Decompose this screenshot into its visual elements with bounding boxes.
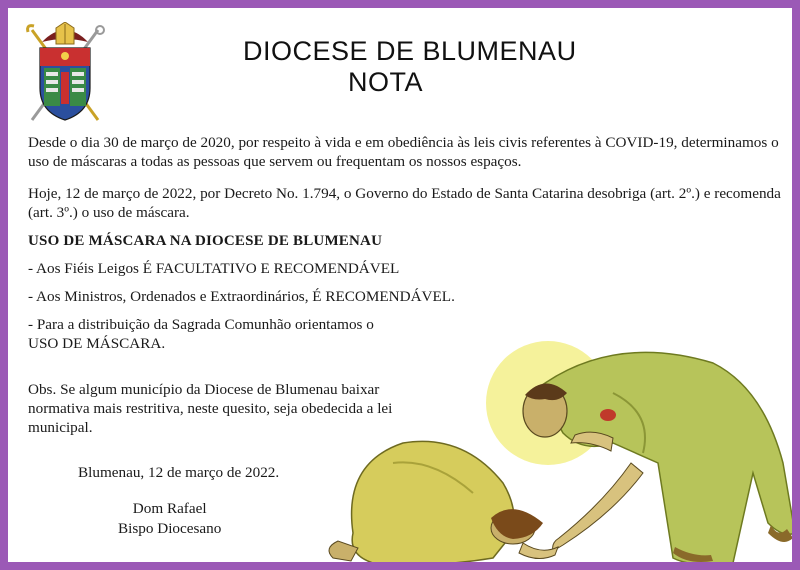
page-title (243, 36, 577, 98)
paragraph-mask-history: Desde o dia 30 de março de 2020, por respeito à vida e em obediência às leis civis referentes à COVID-19, determinamos o uso de máscaras a todas as pessoas que servem ou frequentam os nossos espaços. (28, 134, 779, 170)
paragraph-decree: Hoje, 12 de março de 2022, por Decreto No. 1.794, o Governo do Estado de Santa Catarina desobriga (art. 2º.) e recomenda (art. 3º.) o uso de máscara. (28, 185, 781, 221)
signer-title: Bispo Diocesano (118, 520, 222, 537)
signature-block (118, 499, 221, 539)
signer-name: Dom Rafael (132, 500, 207, 517)
observation-note: Obs. Se algum município da Diocese de Blumenau baixar normativa mais restritiva, neste quesito, seja obedecida a lei municipal. (28, 381, 393, 436)
date-line: Blumenau, 12 de março de 2022. (78, 464, 280, 481)
jesus-lifting-sinner-illustration-icon (313, 333, 800, 570)
diocese-coat-of-arms-icon (24, 22, 106, 126)
list-item-ministers: - Aos Ministros, Ordenados e Extraordinários, É RECOMENDÁVEL. (28, 288, 455, 305)
section-heading: USO DE MÁSCARA NA DIOCESE DE BLUMENAU (28, 233, 383, 249)
list-item-communion: - Para a distribuição da Sagrada Comunhão orientamos o USO DE MÁSCARA. (28, 316, 374, 352)
list-item-lay-faithful: - Aos Fiéis Leigos É FACULTATIVO E RECOMENDÁVEL (28, 260, 400, 277)
diocese-name: DIOCESE DE BLUMENAU (243, 36, 577, 66)
nota-heading: NOTA (348, 67, 423, 97)
